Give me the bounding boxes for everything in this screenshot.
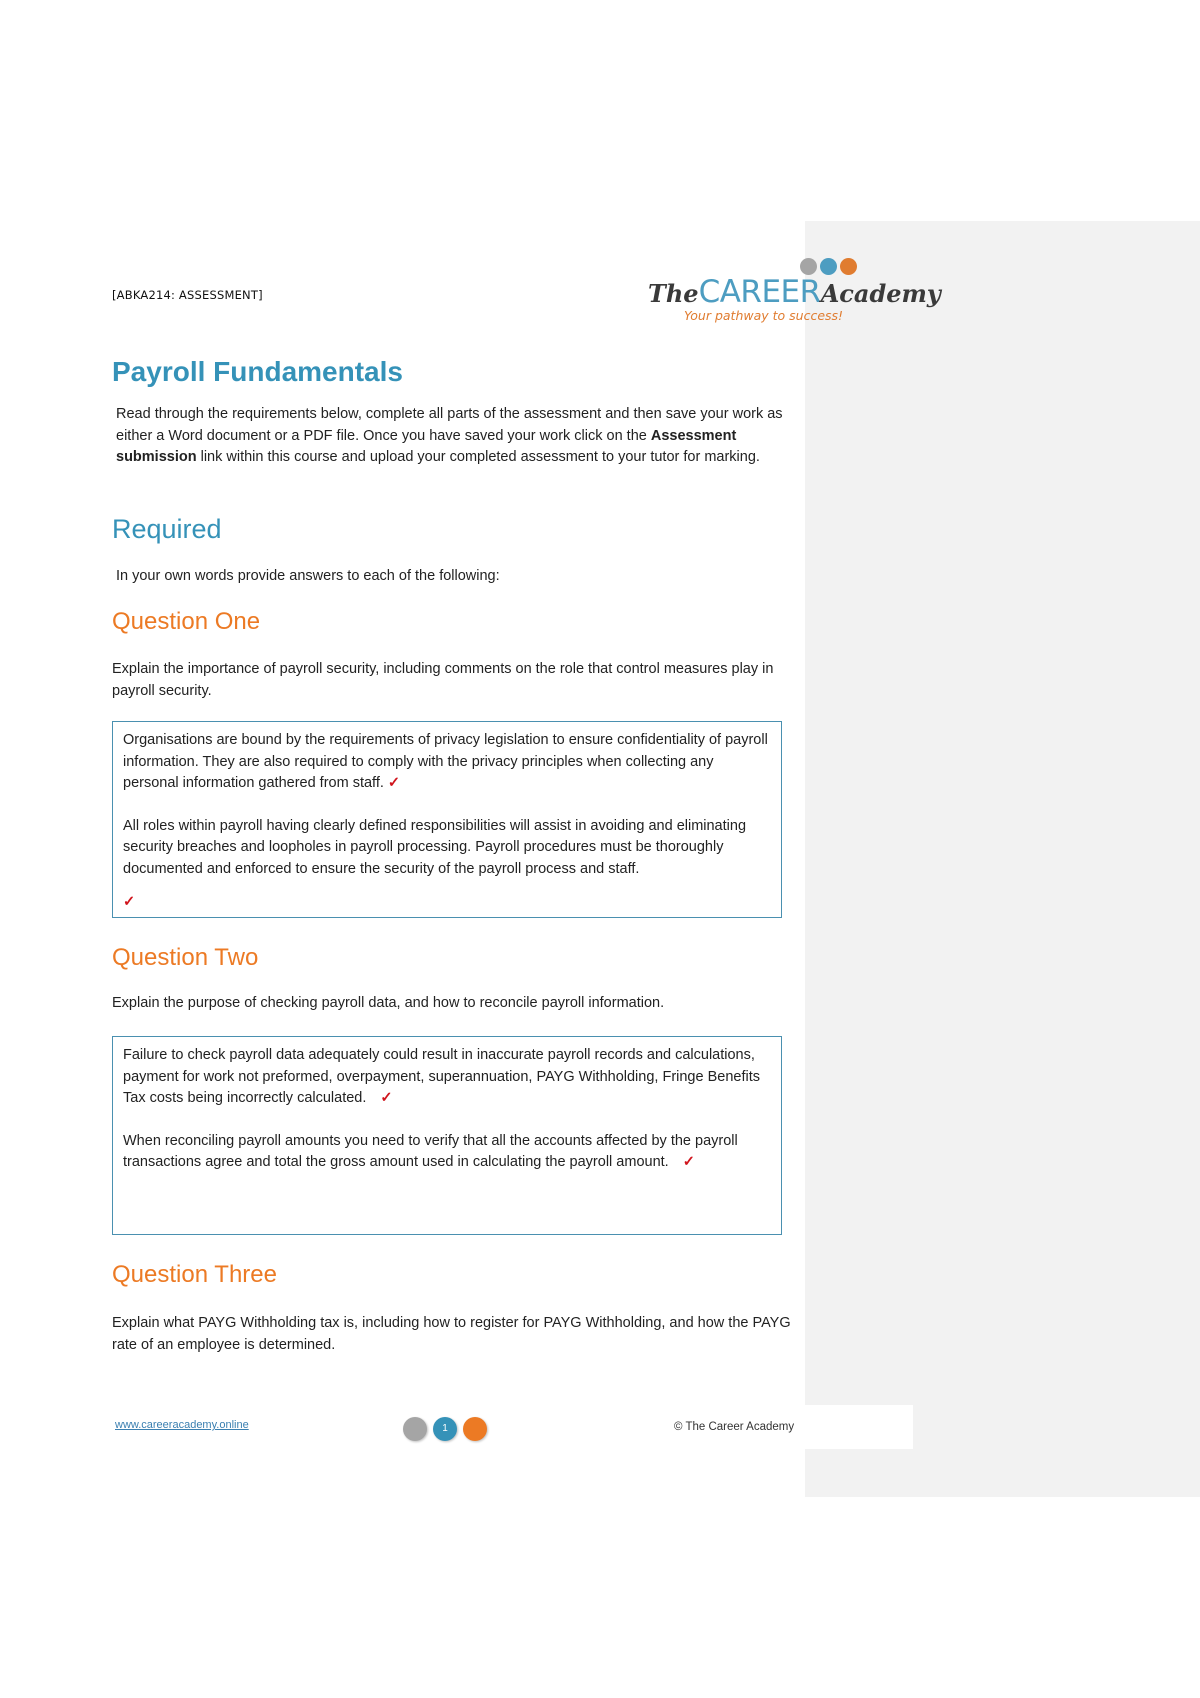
logo-dot-blue [820,258,837,275]
intro-text-2: link within this course and upload your completed assessment to your tutor for marking. [200,449,760,465]
logo-dot-grey [800,258,817,275]
answer-text: Failure to check payroll data adequately could result in inaccurate payroll records and calculations, payment for work not preformed, overpayment, superannuation, PAYG Withholding, Fringe Benefits Tax costs being incorrectly calculated. [123,1047,760,1106]
website-link[interactable]: www.careeracademy.online [115,1419,249,1431]
intro-paragraph [116,404,796,469]
answer-paragraph [123,816,771,881]
header-label: [ABKA214: ASSESSMENT] [112,288,263,302]
logo-tagline: Your pathway to success! [684,308,844,323]
answer-paragraph [123,892,771,914]
check-mark-icon: ✓ [682,1154,695,1170]
assessment-submission-label: Assessment submission [116,427,737,465]
page-title: Payroll Fundamentals [112,356,403,387]
question-three-heading: Question Three [112,1261,277,1288]
question-two-heading: Question Two [112,944,259,971]
page-number-badge: 1 [433,1417,457,1441]
check-mark-icon: ✓ [380,1090,393,1106]
required-heading: Required [112,514,222,544]
logo-dot-orange [840,258,857,275]
logo-career: CAREER [698,274,821,310]
answer-text: Organisations are bound by the requirements of privacy legislation to ensure confidentiality of payroll information. They are also required to comply with the privacy principles when collecting any personal information gathered from staff. [123,732,768,791]
question-two-answer-box [112,1036,782,1235]
answer-paragraph [123,1045,771,1110]
page-footer-band [805,1405,913,1449]
answer-paragraph [123,1131,771,1174]
question-one-heading: Question One [112,608,261,635]
footer-dot-orange [463,1417,487,1441]
logo-wordmark [648,274,941,310]
answer-text: When reconciling payroll amounts you need to verify that all the accounts affected by the payroll transactions agree and total the gross amount used in calculating the payroll amount. [123,1132,738,1170]
logo-the: The [648,279,699,308]
copyright-text: © The Career Academy [674,1421,795,1433]
career-academy-logo [640,252,941,330]
intro-text-1: Read through the requirements below, complete all parts of the assessment and then save your work as either a Word document or a PDF file. Once you have saved your work click on the [116,406,783,444]
comment-pane [805,221,1200,1497]
check-mark-icon: ✓ [123,894,136,910]
check-mark-icon: ✓ [387,775,401,791]
footer-dot-grey [403,1417,427,1441]
answer-text: All roles within payroll having clearly defined responsibilities will assist in avoiding and eliminating security breaches and loopholes in payroll processing. Payroll procedures must be thoroughly documented and enforced to ensure the security of the payroll process and staff. [123,817,747,877]
question-one-prompt: Explain the importance of payroll security, including comments on the role that control measures play in payroll security. [112,661,774,699]
footer-page-indicator [403,1417,493,1441]
required-text: In your own words provide answers to each of the following: [116,568,500,584]
logo-academy: Academy [820,279,941,308]
question-two-prompt: Explain the purpose of checking payroll data, and how to reconcile payroll information. [112,995,665,1011]
answer-paragraph [123,730,771,795]
question-three-prompt: Explain what PAYG Withholding tax is, including how to register for PAYG Withholding, and how the PAYG rate of an employee is determined. [112,1315,791,1353]
question-one-answer-box [112,721,782,918]
